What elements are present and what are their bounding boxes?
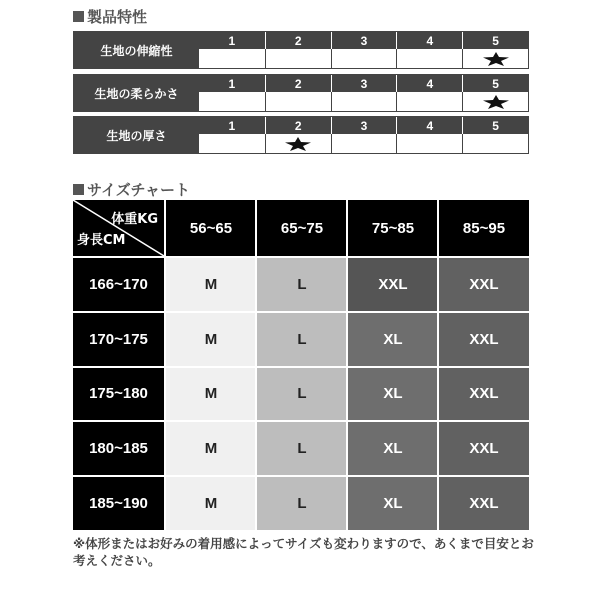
- rating-number: 4: [396, 75, 462, 92]
- rating-number: 5: [462, 75, 528, 92]
- star-icon: [483, 52, 509, 66]
- rating-scale: [199, 32, 528, 68]
- square-bullet-icon: [73, 184, 84, 195]
- rating-box: [462, 92, 528, 111]
- rating-box: [331, 49, 397, 68]
- rating-cell: [331, 75, 397, 111]
- size-cell: L: [255, 366, 347, 421]
- height-axis-label: 身長CM: [77, 233, 126, 248]
- weight-column-header: 65~75: [255, 200, 347, 256]
- rating-number: 3: [331, 117, 397, 134]
- weight-column-header: 56~65: [164, 200, 256, 256]
- rating-number: 1: [199, 117, 265, 134]
- height-row-header: 175~180: [73, 366, 164, 421]
- rating-box: [462, 134, 528, 153]
- size-cell: XXL: [437, 366, 529, 421]
- rating-number: 5: [462, 32, 528, 49]
- size-cell: M: [164, 256, 256, 311]
- size-cell: M: [164, 366, 256, 421]
- size-cell: XXL: [437, 256, 529, 311]
- rating-box: [265, 134, 331, 153]
- size-cell: M: [164, 420, 256, 475]
- rating-box: [265, 49, 331, 68]
- size-cell: XL: [346, 475, 438, 530]
- rating-cell: [462, 75, 528, 111]
- rating-box: [265, 92, 331, 111]
- characteristic-label: 生地の柔らかさ: [74, 75, 199, 111]
- rating-number: 2: [265, 32, 331, 49]
- rating-number: 1: [199, 75, 265, 92]
- rating-box: [199, 49, 265, 68]
- size-cell: XL: [346, 420, 438, 475]
- size-cell: XXL: [437, 420, 529, 475]
- height-row-header: 170~175: [73, 311, 164, 366]
- rating-cell: [331, 117, 397, 153]
- rating-cell: [462, 117, 528, 153]
- size-cell: XL: [346, 311, 438, 366]
- size-note: ※体形またはお好みの着用感によってサイズも変わりますので、あくまで目安とお考えください。: [73, 536, 534, 568]
- rating-cell: [396, 75, 462, 111]
- rating-cell: [462, 32, 528, 68]
- rating-number: 2: [265, 117, 331, 134]
- rating-box: [462, 49, 528, 68]
- rating-cell: [199, 117, 265, 153]
- rating-cell: [331, 32, 397, 68]
- size-cell: L: [255, 420, 347, 475]
- size-cell: M: [164, 475, 256, 530]
- rating-cell: [396, 32, 462, 68]
- star-icon: [483, 95, 509, 109]
- size-cell: L: [255, 311, 347, 366]
- rating-cell: [265, 75, 331, 111]
- size-cell: L: [255, 475, 347, 530]
- size-cell: M: [164, 311, 256, 366]
- size-cell: XL: [346, 366, 438, 421]
- size-cell: XXL: [437, 475, 529, 530]
- rating-box: [331, 92, 397, 111]
- rating-number: 3: [331, 32, 397, 49]
- rating-scale: [199, 117, 528, 153]
- size-cell: XXL: [437, 311, 529, 366]
- size-cell: L: [255, 256, 347, 311]
- rating-box: [199, 92, 265, 111]
- rating-cell: [396, 117, 462, 153]
- rating-cell: [199, 75, 265, 111]
- height-row-header: 185~190: [73, 475, 164, 530]
- rating-number: 5: [462, 117, 528, 134]
- product-section-title: 製品特性: [73, 6, 147, 27]
- rating-cell: [265, 32, 331, 68]
- weight-column-header: 85~95: [437, 200, 529, 256]
- rating-box: [199, 134, 265, 153]
- rating-number: 4: [396, 117, 462, 134]
- rating-cell: [265, 117, 331, 153]
- rating-box: [331, 134, 397, 153]
- rating-scale: [199, 75, 528, 111]
- square-bullet-icon: [73, 11, 84, 22]
- rating-box: [396, 134, 462, 153]
- rating-box: [396, 92, 462, 111]
- height-row-header: 180~185: [73, 420, 164, 475]
- characteristic-row: [73, 74, 529, 112]
- rating-number: 1: [199, 32, 265, 49]
- rating-box: [396, 49, 462, 68]
- height-row-header: 166~170: [73, 256, 164, 311]
- size-section-title: サイズチャート: [73, 179, 190, 200]
- weight-column-header: 75~85: [346, 200, 438, 256]
- size-cell: XXL: [346, 256, 438, 311]
- rating-number: 2: [265, 75, 331, 92]
- chart-corner-header: [73, 200, 164, 256]
- characteristic-row: [73, 31, 529, 69]
- rating-number: 3: [331, 75, 397, 92]
- characteristic-label: 生地の厚さ: [74, 117, 199, 153]
- characteristic-label: 生地の伸縮性: [74, 32, 199, 68]
- weight-axis-label: 体重KG: [111, 212, 158, 227]
- rating-number: 4: [396, 32, 462, 49]
- rating-cell: [199, 32, 265, 68]
- characteristic-row: [73, 116, 529, 154]
- size-chart: [73, 200, 529, 530]
- star-icon: [285, 137, 311, 151]
